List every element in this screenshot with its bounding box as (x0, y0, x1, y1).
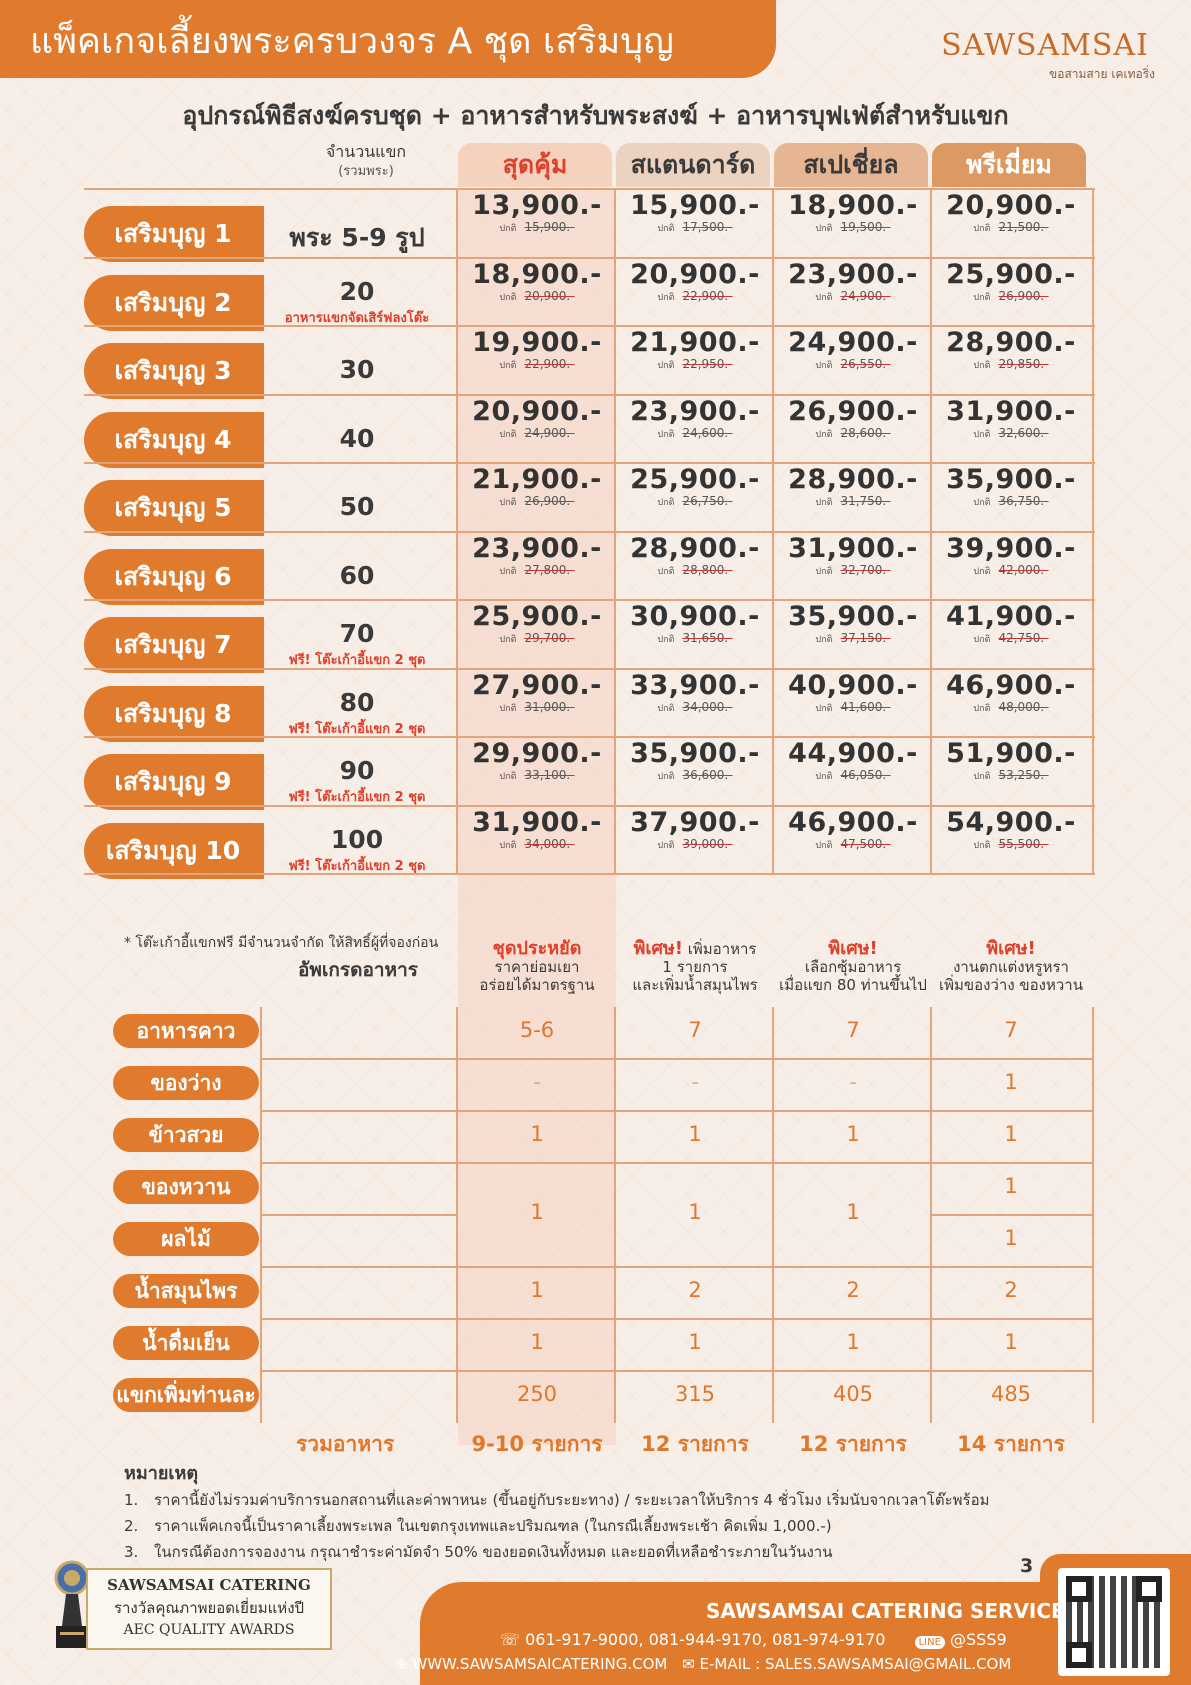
award-badge (46, 1556, 328, 1652)
regular-price: ปกติ 39,000.- (657, 836, 733, 851)
food-category: ข้าวสวย (113, 1118, 259, 1152)
column-divider (1092, 462, 1094, 531)
column-divider (1092, 736, 1094, 805)
remark-item: 1. ราคานี้ยังไม่รวมค่าบริการนอกสถานที่และค่าพาหนะ (ขึ้นอยู่กับระยะทาง) / ระยะเวลาให้บริการ 4 ชั่วโมง เริ่มนับจากเวลาโต๊ะพร้อม (124, 1491, 990, 1509)
package-label: เสริมบุญ 6 (84, 549, 262, 605)
row-divider (262, 1162, 1094, 1164)
price: 20,900.- (630, 258, 760, 290)
package-label: เสริมบุญ 9 (84, 754, 262, 810)
food-count: 1 (688, 1200, 702, 1224)
column-divider (1092, 1267, 1094, 1319)
price: 51,900.- (946, 738, 1076, 769)
column-divider (1092, 805, 1094, 874)
price: 46,900.- (788, 806, 918, 838)
tier-highlight: พิเศษ! เพิ่มอาหาร 1 รายการ และเพิ่มน้ำสมุนไพร (632, 938, 758, 994)
food-count: 315 (674, 1382, 716, 1406)
regular-price: ปกติ 20,900.- (499, 288, 575, 303)
regular-price: ปกติ 22,950.- (657, 357, 733, 371)
price: 31,900.- (946, 395, 1076, 427)
package-label: เสริมบุญ 4 (84, 412, 262, 468)
regular-price: ปกติ 15,900.- (499, 220, 575, 234)
guest-count: 70 ฟรี! โต๊ะเก้าอี้แขก 2 ชุด (288, 619, 426, 668)
column-divider (1092, 394, 1094, 463)
regular-price: ปกติ 24,900.- (815, 288, 891, 303)
regular-price: ปกติ 26,900.- (499, 494, 575, 508)
remarks-title: หมายเหตุ (124, 1463, 199, 1484)
price: 24,900.- (788, 327, 918, 358)
food-count: 2 (688, 1278, 702, 1302)
row-divider (262, 1266, 1094, 1268)
food-count: - (691, 1070, 699, 1094)
price-cell (774, 738, 932, 783)
regular-price: ปกติ 55,500.- (973, 836, 1049, 851)
award-card: SAWSAMSAI CATERING รางวัลคุณภาพยอดเยี่ยมแห่งปี AEC QUALITY AWARDS (86, 1568, 332, 1650)
column-divider (260, 1111, 262, 1163)
regular-price: ปกติ 32,700.- (815, 562, 891, 577)
tier-highlight: ชุดประหยัด ราคาย่อมเยา อร่อยได้มาตรฐาน (479, 938, 595, 994)
regular-price: ปกติ 22,900.- (499, 357, 575, 371)
price-cell (774, 190, 932, 235)
guest-count: 50 (339, 492, 375, 521)
guest-count: 30 (339, 355, 375, 384)
regular-price: ปกติ 34,000.- (657, 699, 733, 714)
regular-price: ปกติ 21,500.- (973, 220, 1049, 234)
price-cell (616, 259, 774, 304)
price-cell (458, 259, 616, 304)
price: 35,900.- (788, 601, 918, 632)
guest-count: 40 (339, 423, 375, 453)
regular-price: ปกติ 19,500.- (815, 220, 891, 234)
price: 21,900.- (630, 327, 760, 358)
food-category: แขกเพิ่มท่านละ (113, 1378, 259, 1412)
column-divider (260, 1267, 262, 1319)
page-number: 3 (1020, 1555, 1034, 1577)
food-category: น้ำสมุนไพร (113, 1274, 259, 1308)
price: 31,900.- (788, 532, 918, 564)
guest-count: 60 (339, 560, 375, 590)
column-divider (260, 1371, 262, 1423)
food-count: 1 (530, 1330, 544, 1354)
price: 15,900.- (630, 190, 760, 221)
regular-price: ปกติ 34,000.- (499, 836, 575, 851)
price-cell (458, 738, 616, 783)
price-cell (616, 533, 774, 578)
food-category: อาหารคาว (113, 1014, 259, 1048)
price: 18,900.- (788, 190, 918, 221)
price-cell (932, 670, 1090, 715)
regular-price: ปกติ 24,600.- (657, 425, 733, 440)
package-label: เสริมบุญ 8 (84, 686, 262, 742)
food-count: 485 (990, 1382, 1032, 1406)
price: 23,900.- (472, 532, 602, 564)
food-count: 1 (1004, 1070, 1018, 1094)
price: 35,900.- (630, 738, 760, 769)
price: 25,900.- (472, 601, 602, 632)
regular-price: ปกติ 27,800.- (499, 562, 575, 577)
total-items: 12 รายการ (641, 1432, 749, 1456)
row-divider (262, 1318, 1094, 1320)
regular-price: ปกติ 42,750.- (973, 631, 1049, 645)
price-cell (458, 396, 616, 441)
package-label: เสริมบุญ 1 (84, 206, 262, 262)
guest-count: พระ 5-9 รูป (289, 223, 425, 252)
column-divider (1092, 1319, 1094, 1371)
food-count: 7 (1004, 1018, 1018, 1042)
price: 23,900.- (788, 258, 918, 290)
regular-price: ปกติ 36,600.- (657, 768, 733, 782)
column-divider (1092, 1111, 1094, 1163)
price: 28,900.- (788, 464, 918, 495)
food-count: 7 (846, 1018, 860, 1042)
regular-price: ปกติ 24,900.- (499, 425, 575, 440)
price: 25,900.- (630, 464, 760, 495)
food-count: 1 (688, 1122, 702, 1146)
total-items: 14 รายการ (957, 1432, 1065, 1456)
regular-price: ปกติ 22,900.- (657, 288, 733, 303)
food-count: 1 (688, 1330, 702, 1354)
price-cell (616, 464, 774, 509)
price: 19,900.- (472, 327, 602, 358)
regular-price: ปกติ 29,700.- (499, 631, 575, 645)
price-cell (932, 601, 1090, 646)
column-divider (260, 1215, 262, 1267)
row-divider (262, 1110, 1094, 1112)
price-cell (932, 738, 1090, 783)
regular-price: ปกติ 36,750.- (973, 494, 1049, 508)
price-cell (774, 396, 932, 441)
price: 13,900.- (472, 190, 602, 221)
price-cell (774, 464, 932, 509)
tier-header: สแตนดาร์ด (616, 143, 770, 187)
price-cell (458, 327, 616, 372)
food-count: 1 (1004, 1174, 1018, 1198)
food-count: - (849, 1070, 857, 1094)
phone-icon: ☏ (500, 1630, 521, 1649)
price-cell (616, 327, 774, 372)
tier-header: สเปเชี่ยล (774, 143, 928, 187)
brand-logo (935, 28, 1155, 84)
price-cell (774, 327, 932, 372)
price-cell (458, 670, 616, 715)
package-label: เสริมบุญ 5 (84, 480, 262, 536)
tier-highlight: พิเศษ! เลือกซุ้มอาหาร เมื่อแขก 80 ท่านขึ้นไป (779, 938, 927, 994)
mail-icon: ✉ (682, 1655, 695, 1673)
price-cell (774, 601, 932, 646)
food-category: ผลไม้ (113, 1222, 259, 1256)
qr-code[interactable] (1058, 1568, 1170, 1676)
food-count: 1 (530, 1278, 544, 1302)
price-cell (616, 190, 774, 235)
contact-web[interactable]: ⊕ WWW.SAWSAMSAICATERING.COM ✉ E-MAIL : SALES.SAWSAMSAI@GMAIL.COM (395, 1655, 1012, 1673)
food-category: น้ำดื่มเย็น (113, 1326, 259, 1360)
price-cell (458, 533, 616, 578)
column-divider (1092, 1007, 1094, 1059)
column-divider (1092, 257, 1094, 326)
regular-price: ปกติ 32,600.- (973, 425, 1049, 440)
price: 20,900.- (946, 190, 1076, 221)
price-cell (932, 464, 1090, 509)
package-label: เสริมบุญ 2 (84, 275, 262, 331)
total-items: 12 รายการ (799, 1432, 907, 1456)
regular-price: ปกติ 28,600.- (815, 425, 891, 440)
regular-price: ปกติ 31,650.- (657, 631, 733, 645)
price-cell (774, 670, 932, 715)
globe-icon: ⊕ (395, 1655, 408, 1673)
food-count: 1 (1004, 1226, 1018, 1250)
price-cell (458, 807, 616, 852)
regular-price: ปกติ 53,250.- (973, 768, 1049, 782)
price: 27,900.- (472, 669, 602, 701)
tier-highlight: พิเศษ! งานตกแต่งหรูหรา เพิ่มของว่าง ของหวาน (938, 938, 1083, 994)
column-divider (1092, 325, 1094, 394)
row-divider (262, 1058, 1094, 1060)
food-count: 1 (846, 1200, 860, 1224)
regular-price: ปกติ 48,000.- (973, 699, 1049, 714)
row-divider (262, 1370, 1094, 1372)
contact-phone[interactable]: ☏ 061-917-9000, 081-944-9170, 081-974-9170 LINE @SSS9 (500, 1630, 1007, 1649)
price: 30,900.- (630, 601, 760, 632)
package-label: เสริมบุญ 10 (84, 823, 262, 879)
column-divider (1092, 1371, 1094, 1423)
price: 29,900.- (472, 738, 602, 769)
regular-price: ปกติ 17,500.- (657, 220, 733, 234)
price-cell (774, 259, 932, 304)
food-count: 2 (846, 1278, 860, 1302)
row-divider (84, 873, 1095, 875)
regular-price: ปกติ 46,050.- (815, 768, 891, 782)
column-divider (260, 1163, 262, 1215)
footnote: * โต๊ะเก้าอี้แขกฟรี มีจำนวนจำกัด ให้สิทธิ์ผู้ที่จองก่อน (124, 935, 439, 951)
price: 54,900.- (946, 806, 1076, 838)
food-count: 1 (846, 1122, 860, 1146)
price: 35,900.- (946, 464, 1076, 495)
price: 41,900.- (946, 601, 1076, 632)
price-cell (458, 190, 616, 235)
price: 31,900.- (472, 806, 602, 838)
price: 26,900.- (788, 395, 918, 427)
food-count: - (533, 1070, 541, 1094)
regular-price: ปกติ 37,150.- (815, 631, 891, 645)
price: 37,900.- (630, 806, 760, 838)
company-name: SAWSAMSAI CATERING SERVICE (706, 1599, 1065, 1623)
regular-price: ปกติ 33,100.- (499, 768, 575, 782)
price-cell (774, 807, 932, 852)
page-title: แพ็คเกจเลี้ยงพระครบวงจร A ชุด เสริมบุญ (30, 21, 674, 62)
price: 33,900.- (630, 669, 760, 701)
column-divider (1092, 531, 1094, 600)
total-label: รวมอาหาร (296, 1432, 395, 1456)
price: 18,900.- (472, 258, 602, 290)
price: 40,900.- (788, 669, 918, 701)
brand-name: SAWSAMSAI (941, 28, 1149, 63)
regular-price: ปกติ 41,600.- (815, 699, 891, 714)
column-divider (1092, 1215, 1094, 1267)
food-count: 1 (846, 1330, 860, 1354)
food-category: ของว่าง (113, 1066, 259, 1100)
regular-price: ปกติ 31,000.- (499, 699, 575, 714)
column-divider (260, 1059, 262, 1111)
total-items: 9-10 รายการ (471, 1432, 603, 1456)
price-cell (932, 259, 1090, 304)
regular-price: ปกติ 47,500.- (815, 836, 891, 851)
price: 44,900.- (788, 738, 918, 769)
food-count: 405 (832, 1382, 874, 1406)
price-cell (616, 738, 774, 783)
column-divider (1092, 599, 1094, 668)
price-cell (616, 601, 774, 646)
price-cell (932, 327, 1090, 372)
regular-price: ปกติ 31,750.- (815, 494, 891, 508)
column-divider (260, 1007, 262, 1059)
line-icon: LINE (915, 1636, 945, 1649)
remark-item: 3. ในกรณีต้องการจองงาน กรุณาชำระค่ามัดจำ 50% ของยอดเงินทั้งหมด และยอดที่เหลือชำระภายในวันงาน (124, 1543, 833, 1561)
price: 39,900.- (946, 532, 1076, 564)
package-label: เสริมบุญ 7 (84, 617, 262, 673)
guest-count-header: จำนวนแขก (รวมพระ) (325, 142, 407, 179)
guest-count: 80 ฟรี! โต๊ะเก้าอี้แขก 2 ชุด (288, 687, 426, 737)
food-count: 1 (530, 1200, 544, 1224)
guest-count: 20 อาหารแขกจัดเสิร์ฟลงโต๊ะ (284, 276, 430, 326)
guest-count: 90 ฟรี! โต๊ะเก้าอี้แขก 2 ชุด (288, 756, 426, 805)
column-divider (1092, 1163, 1094, 1215)
food-count: 250 (516, 1382, 558, 1406)
price: 21,900.- (472, 464, 602, 495)
guest-count: 100 ฟรี! โต๊ะเก้าอี้แขก 2 ชุด (288, 824, 426, 874)
price-cell (458, 464, 616, 509)
price-cell (932, 807, 1090, 852)
food-count: 1 (530, 1122, 544, 1146)
regular-price: ปกติ 29,850.- (973, 357, 1049, 371)
price: 23,900.- (630, 395, 760, 427)
price: 28,900.- (630, 532, 760, 564)
regular-price: ปกติ 26,750.- (657, 494, 733, 508)
price-cell (932, 533, 1090, 578)
regular-price: ปกติ 26,550.- (815, 357, 891, 371)
regular-price: ปกติ 26,900.- (973, 288, 1049, 303)
price-cell (616, 807, 774, 852)
regular-price: ปกติ 42,000.- (973, 562, 1049, 577)
price: 46,900.- (946, 669, 1076, 701)
food-count: 2 (1004, 1278, 1018, 1302)
price-cell (458, 601, 616, 646)
price-cell (774, 533, 932, 578)
brand-tagline: ขอสามสาย เคเทอริ่ง (1049, 67, 1155, 81)
subtitle: อุปกรณ์พิธีสงฆ์ครบชุด + อาหารสำหรับพระสงฆ์ + อาหารบุฟเฟ่ต์สำหรับแขก (182, 101, 1009, 130)
price: 20,900.- (472, 395, 602, 427)
column-divider (260, 1319, 262, 1371)
upgrade-title: อัพเกรดอาหาร (298, 959, 418, 981)
column-divider (1092, 1059, 1094, 1111)
regular-price: ปกติ 28,800.- (657, 562, 733, 577)
food-count: 5-6 (519, 1018, 555, 1042)
price-cell (616, 670, 774, 715)
price: 28,900.- (946, 327, 1076, 358)
food-category: ของหวาน (113, 1170, 259, 1204)
food-count: 1 (1004, 1122, 1018, 1146)
column-divider (1092, 668, 1094, 737)
food-count: 1 (1004, 1330, 1018, 1354)
price-cell (932, 396, 1090, 441)
package-label: เสริมบุญ 3 (84, 343, 262, 399)
price: 25,900.- (946, 258, 1076, 290)
food-count: 7 (688, 1018, 702, 1042)
column-divider (1092, 188, 1094, 257)
tier-header: พรีเมี่ยม (932, 143, 1086, 187)
price-cell (932, 190, 1090, 235)
price-cell (616, 396, 774, 441)
remark-item: 2. ราคาแพ็คเกจนี้เป็นราคาเลี้ยงพระเพล ในเขตกรุงเทพและปริมณฑล (ในกรณีเลี้ยงพระเช้า คิดเพิ่ม 1,000.-) (124, 1517, 832, 1535)
tier-header: สุดคุ้ม (458, 143, 612, 187)
